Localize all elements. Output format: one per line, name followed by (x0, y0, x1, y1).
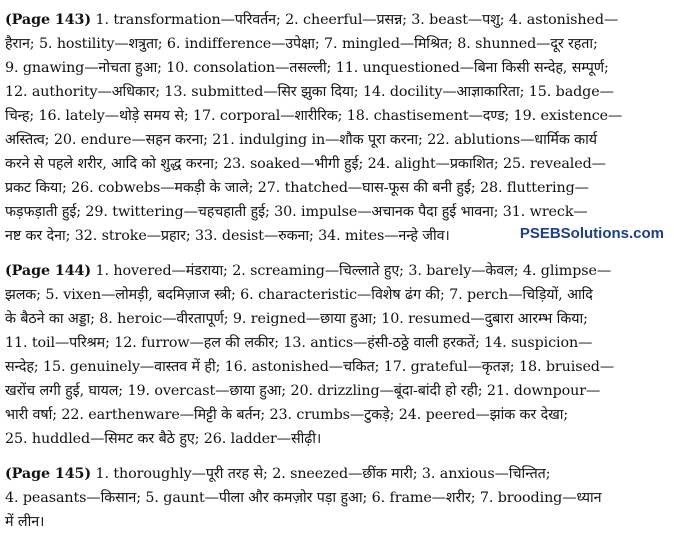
page-reference: (Page 145) (5, 466, 92, 482)
glossary-document (5, 8, 669, 534)
watermark-logo: PSEBSolutions.com (519, 225, 664, 242)
page-reference: (Page 143) (5, 12, 92, 28)
glossary-paragraph-page-145 (5, 462, 669, 534)
page-reference: (Page 144) (5, 263, 92, 279)
glossary-paragraph-page-143 (5, 8, 669, 248)
glossary-paragraph-page-144 (5, 259, 669, 451)
glossary-entries: 1. thoroughly—पूरी तरह से; 2. sneezed—छींक मारी; 3. anxious—चिन्तित; 4. peasants—किसान; 5. gaunt—पीला और कमज़ोर पड़ा हुआ; 6. frame—शरीर; 7. brooding—ध्यान में लीन। (5, 466, 602, 530)
glossary-entries: 1. transformation—परिवर्तन; 2. cheerful—प्रसन्न; 3. beast—पशु; 4. astonished— हैरान; 5. hostility—शत्रुता; 6. indifference—उपेक्षा; 7. mingled—मिश्रित; 8. shunned—दूर रहता; 9. gnawing—नोचता हुआ; 10. consolation—तसल्ली; 11. unquestioned—बिना किसी सन्देह, सम्पूर्ण; 12. authority—अधिकार; 13. submitted—सिर झुका दिया; 14. docility—आज्ञाकारिता; 15. badge— चिन्ह; 16. lately—थोड़े समय से; 17. corporal—शारीरिक; 18. chastisement—दण्ड; 19. existence— अस्तित्व; 20. endure—सहन करना; 21. indulging in—शौक पूरा करना; 22. ablutions—धार्मिक कार्य करने से पहले शरीर, आदि को शुद्ध करना; 23. soaked—भीगी हुई; 24. alight—प्रकाशित; 25. revealed— प्रकट किया; 26. cobwebs—मकड़ी के जाले; 27. thatched—घास-फूस की बनी हुई; 28. fluttering— फड़फड़ाती हुई; 29. twittering—चहचहाती हुई; 30. impulse—अचानक पैदा हुई भावना; 31. wreck— नष्ट कर देना; 32. stroke—प्रहार; 33. desist—रुकना; 34. mites—नन्हे जीव। (5, 12, 623, 244)
glossary-entries: 1. hovered—मंडराया; 2. screaming—चिल्लाते हुए; 3. barely—केवल; 4. glimpse— झलक; 5. vixen—लोमड़ी, बदमिज़ाज स्त्री; 6. characteristic—विशेष ढंग की; 7. perch—चिड़ियों, आदि के बैठने का अड्डा; 8. heroic—वीरतापूर्ण; 9. reigned—छाया हुआ; 10. resumed—दुबारा आरम्भ किया; 11. toil—परिश्रम; 12. furrow—हल की लकीर; 13. antics—हंसी-ठठ्ठे वाली हरकतें; 14. suspicion— सन्देह; 15. genuinely—वास्तव में ही; 16. astonished—चकित; 17. grateful—कृतज्ञ; 18. bruised— खरोंच लगी हुई, घायल; 19. overcast—छाया हुआ; 20. drizzling—बूंदा-बांदी हो रही; 21. downpour— भारी वर्षा; 22. earthenware—मिट्टी के बर्तन; 23. crumbs—टुकड़े; 24. peered—झांक कर देखा; 25. huddled—सिमट कर बैठे हुए; 26. ladder—सीढ़ी। (5, 263, 615, 447)
